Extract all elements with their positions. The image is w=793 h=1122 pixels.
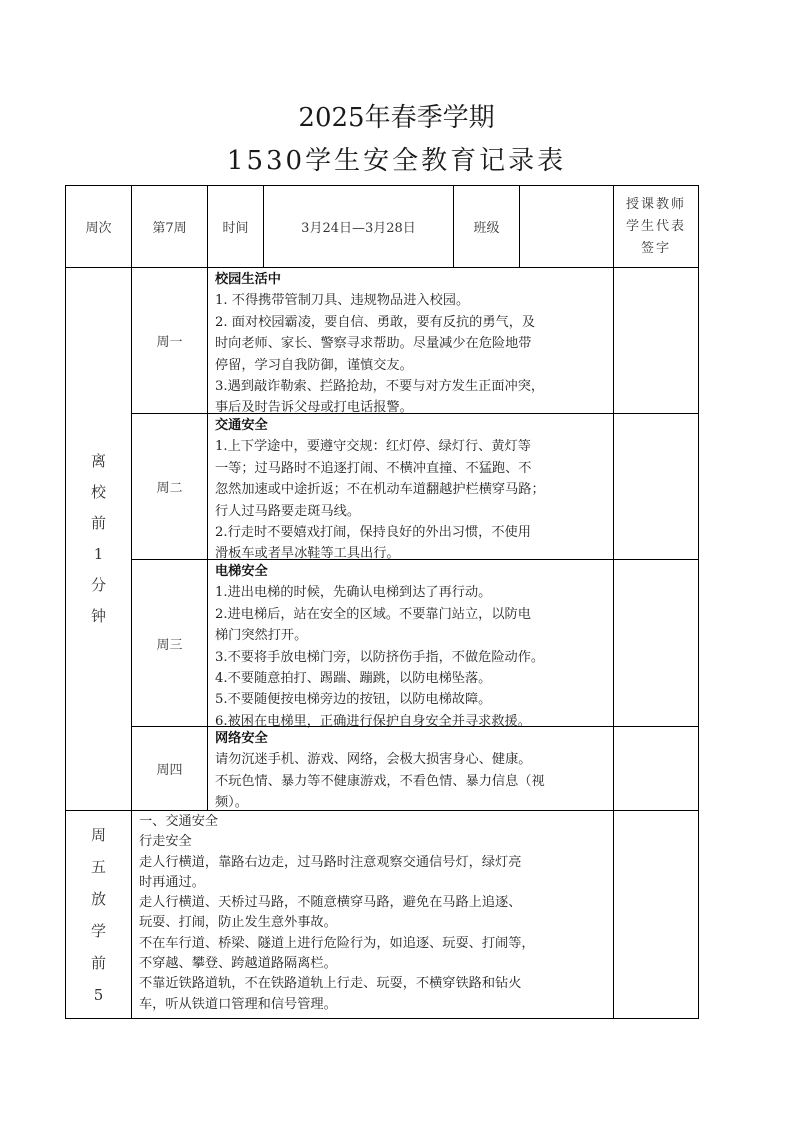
content-cell-thursday <box>207 726 614 811</box>
section2-label-char: 五 <box>90 857 106 876</box>
content-line: 1.上下学途中，要遵守交规：红灯停、绿灯行、黄灯等 <box>215 439 531 455</box>
content-cell-wednesday <box>207 559 614 727</box>
content-line: 行人过马路要走斑马线。 <box>215 503 361 519</box>
time-value: 3月24日—3月28日 <box>301 221 416 236</box>
signature-cell-friday[interactable] <box>613 810 699 1019</box>
signature-cell-monday[interactable] <box>613 267 699 414</box>
signature-label-line: 学生代表 <box>625 218 686 234</box>
content-line: 一、交通安全 <box>139 814 219 829</box>
content-line: 时再通过。 <box>139 874 205 890</box>
time-label: 时间 <box>222 221 249 236</box>
signature-header-cell <box>613 185 699 268</box>
time-value-cell <box>263 185 454 268</box>
content-line: 不穿越、攀登、跨越道路隔离栏。 <box>139 956 337 972</box>
content-line: 事后及时告诉父母或打电话报警。 <box>215 400 413 416</box>
content-line: 停留，学习自我防御，谨慎交友。 <box>215 357 413 373</box>
day-cell-wednesday <box>131 559 208 727</box>
week-value-cell <box>131 185 208 268</box>
signature-cell-wednesday[interactable] <box>613 559 699 727</box>
signature-label-line: 签字 <box>640 240 671 256</box>
week-label-cell <box>65 185 132 268</box>
content-heading: 电梯安全 <box>215 564 268 579</box>
section1-label-char: 校 <box>90 483 106 501</box>
content-line: 一等；过马路时不追逐打闹、不横冲直撞、不猛跑、不 <box>215 460 532 476</box>
content-line: 玩耍、打闹，防止发生意外事故。 <box>139 915 337 931</box>
content-line: 3.不要将手放电梯门旁，以防挤伤手指，不做危险动作。 <box>215 649 545 665</box>
class-value-cell[interactable] <box>519 185 614 268</box>
content-heading: 交通安全 <box>215 418 268 433</box>
section2-label-char: 放 <box>90 889 106 908</box>
content-line: 请勿沉迷手机、游戏、网络，会极大损害身心、健康。 <box>215 752 532 768</box>
content-line: 滑板车或者旱冰鞋等工具出行。 <box>215 546 400 562</box>
signature-cell-tuesday[interactable] <box>613 413 699 560</box>
section1-label-char: 前 <box>90 514 106 532</box>
content-line: 忽然加速或中途折返；不在机动车道翻越护栏横穿马路； <box>215 482 545 498</box>
section1-label-char: 1 <box>93 545 104 563</box>
week-value: 第7周 <box>152 221 187 236</box>
class-label-cell <box>453 185 520 268</box>
content-line: 走人行横道，靠路右边走，过马路时注意观察交通信号灯，绿灯亮 <box>139 854 522 870</box>
signature-cell-thursday[interactable] <box>613 726 699 811</box>
class-label: 班级 <box>473 221 500 236</box>
section1-label-char: 分 <box>90 576 106 594</box>
signature-label-line: 授课教师 <box>625 196 686 212</box>
section1-label-cell <box>65 267 132 811</box>
content-heading: 网络安全 <box>215 731 268 746</box>
content-line: 3.遇到敲诈勒索、拦路抢劫，不要与对方发生正面冲突， <box>215 379 545 395</box>
content-cell-tuesday <box>207 413 614 560</box>
day-cell-monday <box>131 267 208 414</box>
content-line: 行走安全 <box>139 834 192 850</box>
content-line: 6.被困在电梯里，正确进行保护自身安全并寻求救援。 <box>215 713 531 729</box>
content-line: 不靠近铁路道轨，不在铁路道轨上行走、玩耍，不横穿铁路和钻火 <box>139 976 522 992</box>
day-cell-thursday <box>131 726 208 811</box>
content-line: 车，听从铁道口管理和信号管理。 <box>139 996 337 1012</box>
content-line: 1.进出电梯的时候，先确认电梯到达了再行动。 <box>215 585 492 601</box>
content-cell-monday <box>207 267 614 414</box>
content-heading: 校园生活中 <box>215 272 281 287</box>
content-line: 走人行横道、天桥过马路，不随意横穿马路，避免在马路上追逐、 <box>139 895 522 911</box>
day-label: 周一 <box>156 335 183 350</box>
day-cell-tuesday <box>131 413 208 560</box>
day-label: 周三 <box>156 637 183 653</box>
content-line: 时向老师、家长、警察寻求帮助。尽量减少在危险地带 <box>215 336 532 352</box>
content-cell-friday <box>131 810 614 1019</box>
section1-label-char: 钟 <box>90 607 106 625</box>
content-line: 不在车行道、桥梁、隧道上进行危险行为，如追逐、玩耍、打闹等， <box>139 935 535 951</box>
content-line: 5.不要随便按电梯旁边的按钮，以防电梯故障。 <box>215 692 492 708</box>
content-line: 1. 不得携带管制刀具、违规物品进入校园。 <box>215 293 470 309</box>
section2-label-char: 周 <box>90 825 106 844</box>
section2-label-cell <box>65 810 132 1019</box>
content-line: 梯门突然打开。 <box>215 628 308 644</box>
day-label: 周二 <box>156 481 183 496</box>
content-line: 2.进电梯后，站在安全的区域。不要靠门站立，以防电 <box>215 606 531 622</box>
day-label: 周四 <box>156 763 183 778</box>
document-title-record: 1530学生安全教育记录表 <box>226 146 567 176</box>
content-line: 不玩色情、暴力等不健康游戏，不看色情、暴力信息（视 <box>215 773 545 789</box>
week-label: 周次 <box>85 221 112 236</box>
content-line: 4.不要随意拍打、踢踹、蹦跳，以防电梯坠落。 <box>215 671 492 687</box>
content-line: 频）。 <box>215 795 248 811</box>
section2-label-char: 学 <box>90 921 106 940</box>
document-title-term: 2025年春季学期 <box>298 103 495 133</box>
section1-label-char: 离 <box>90 452 106 470</box>
time-label-cell <box>207 185 264 268</box>
content-line: 2. 面对校园霸凌，要自信、勇敢，要有反抗的勇气，及 <box>215 314 536 330</box>
section2-label-char: 前 <box>90 953 106 972</box>
content-line: 2.行走时不要嬉戏打闹，保持良好的外出习惯，不使用 <box>215 525 531 541</box>
section2-label-char: 5 <box>93 985 104 1004</box>
